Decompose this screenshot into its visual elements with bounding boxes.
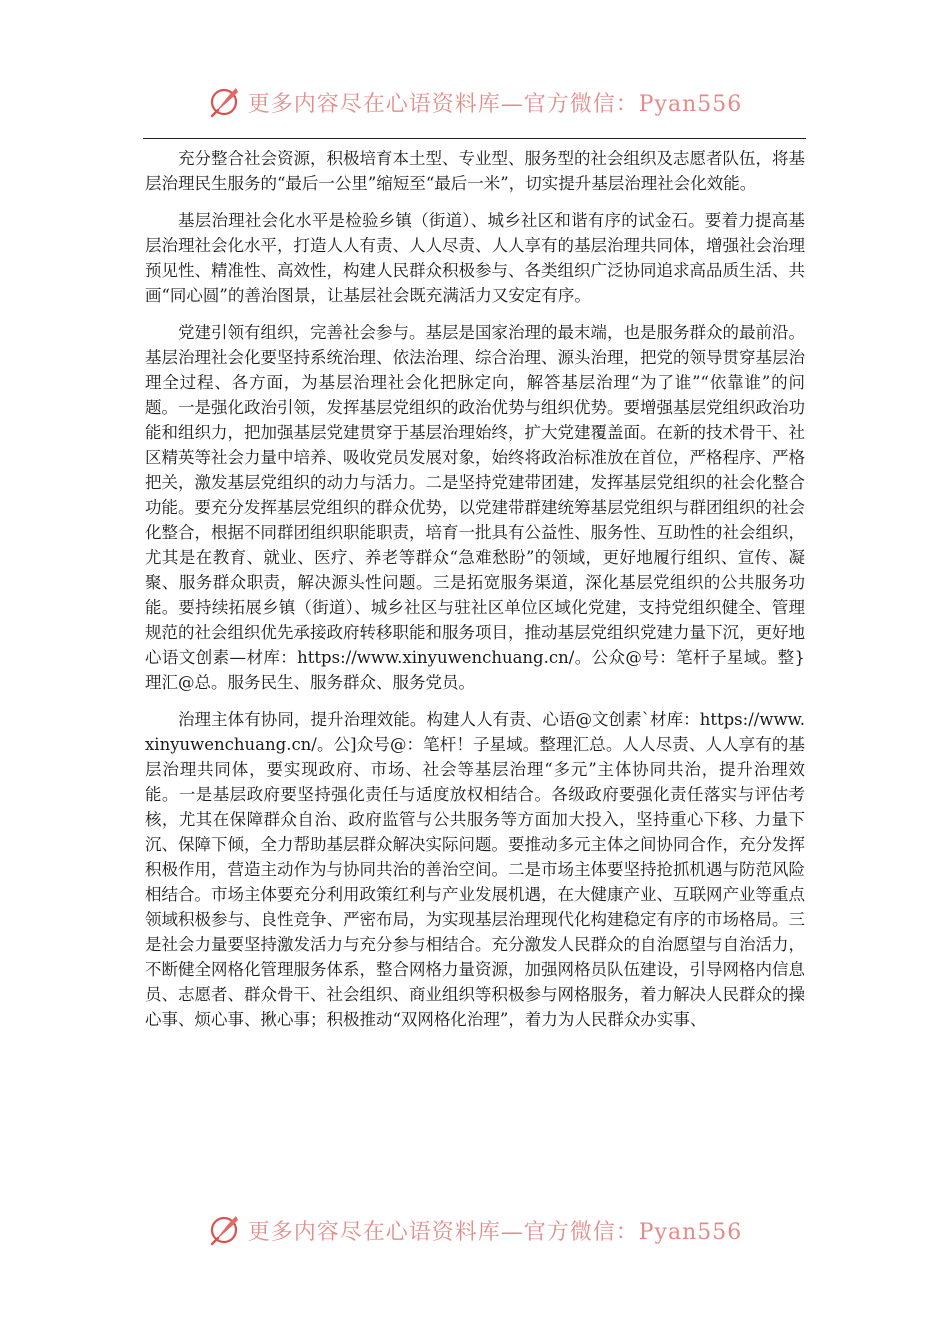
paragraph: 党建引领有组织，完善社会参与。基层是国家治理的最末端，也是服务群众的最前沿。基层治理社会化要坚持系统治理、依法治理、综合治理、源头治理，把党的领导贯穿基层治理全过程、各方面，为基层治理社会化把脉定向，解答基层治理“为了谁”“依靠谁”的问题。一是强化政治引领，发挥基层党组织的政治优势与组织优势。要增强基层党组织政治功能和组织力，把加强基层党建贯穿于基层治理始终，扩大党建覆盖面。在新的技术骨干、社区精英等社会力量中培养、吸收党员发展对象，始终将政治标准放在首位，严格程序、严格把关，激发基层党组织的动力与活力。二是坚持党建带团建，发挥基层党组织的社会化整合功能。要充分发挥基层党组织的群众优势，以党建带群建统筹基层党组织与群团组织的社会化整合，根据不同群团组织职能职责，培育一批具有公益性、服务性、互助性的社会组织，尤其是在教育、就业、医疗、养老等群众“急难愁盼”的领域，更好地履行组织、宣传、凝聚、服务群众职责，解决源头性问题。三是拓宽服务渠道，深化基层党组织的公共服务功能。要持续拓展乡镇（街道）、城乡社区与驻社区单位区域化党建，支持党组织健全、管理规范的社会组织优先承接政府转移职能和服务项目，推动基层党组织党建力量下沉，更好地心语文创素—材库：https://www.xinyuwenchuang.cn/。公众@号：笔杆子星域。整}理汇@总。服务民生、服务群众、服务党员。 [145, 323, 805, 692]
pen-nib-logo-icon [208, 84, 244, 120]
paragraph: 基层治理社会化水平是检验乡镇（街道）、城乡社区和谐有序的试金石。要着力提高基层治理社会化水平，打造人人有责、人人尽责、人人享有的基层治理共同体，增强社会治理预见性、精准性、高效性，构建人民群众积极参与、各类组织广泛协同追求高品质生活、共画“同心圆”的善治图景，让基层社会既充满活力又安定有序。 [145, 211, 805, 305]
footer-watermark [0, 1208, 950, 1252]
header-watermark-text: 更多内容尽在心语资料库—官方微信：Pyan556 [247, 91, 743, 117]
header-watermark [0, 80, 950, 124]
footer-watermark-text: 更多内容尽在心语资料库—官方微信：Pyan556 [247, 1219, 743, 1245]
paragraph: 充分整合社会资源，积极培育本土型、专业型、服务型的社会组织及志愿者队伍，将基层治理民生服务的“最后一公里”缩短至“最后一米”，切实提升基层治理社会化效能。 [145, 149, 805, 193]
paragraph: 治理主体有协同，提升治理效能。构建人人有责、心语@文创素`材库：https://www.xinyuwenchuang.cn/。公]众号@：笔杆！子星域。整理汇总。人人尽责、人人享有的基层治理共同体，要实现政府、市场、社会等基层治理“多元”主体协同共治，提升治理效能。一是基层政府要坚持强化责任与适度放权相结合。各级政府要强化责任落实与评估考核，尤其在保障群众自治、政府监管与公共服务等方面加大投入，坚持重心下移、力量下沉、保障下倾，全力帮助基层群众解决实际问题。要推动多元主体之间协同合作，充分发挥积极作用，营造主动作为与协同共治的善治空间。二是市场主体要坚持抢抓机遇与防范风险相结合。市场主体要充分利用政策红利与产业发展机遇，在大健康产业、互联网产业等重点领域积极参与、良性竞争、严密布局，为实现基层治理现代化构建稳定有序的市场格局。三是社会力量要坚持激发活力与充分参与相结合。充分激发人民群众的自治愿望与自治活力，不断健全网格化管理服务体系，整合网格力量资源，加强网格员队伍建设，引导网格内信息员、志愿者、群众骨干、社会组织、商业组织等积极参与网格服务，着力解决人民群众的操心事、烦心事、揪心事；积极推动“双网格化治理”，着力为人民群众办实事、 [145, 710, 805, 1029]
header-divider [143, 138, 806, 139]
pen-nib-logo-icon [208, 1212, 244, 1248]
document-body [145, 146, 805, 1044]
